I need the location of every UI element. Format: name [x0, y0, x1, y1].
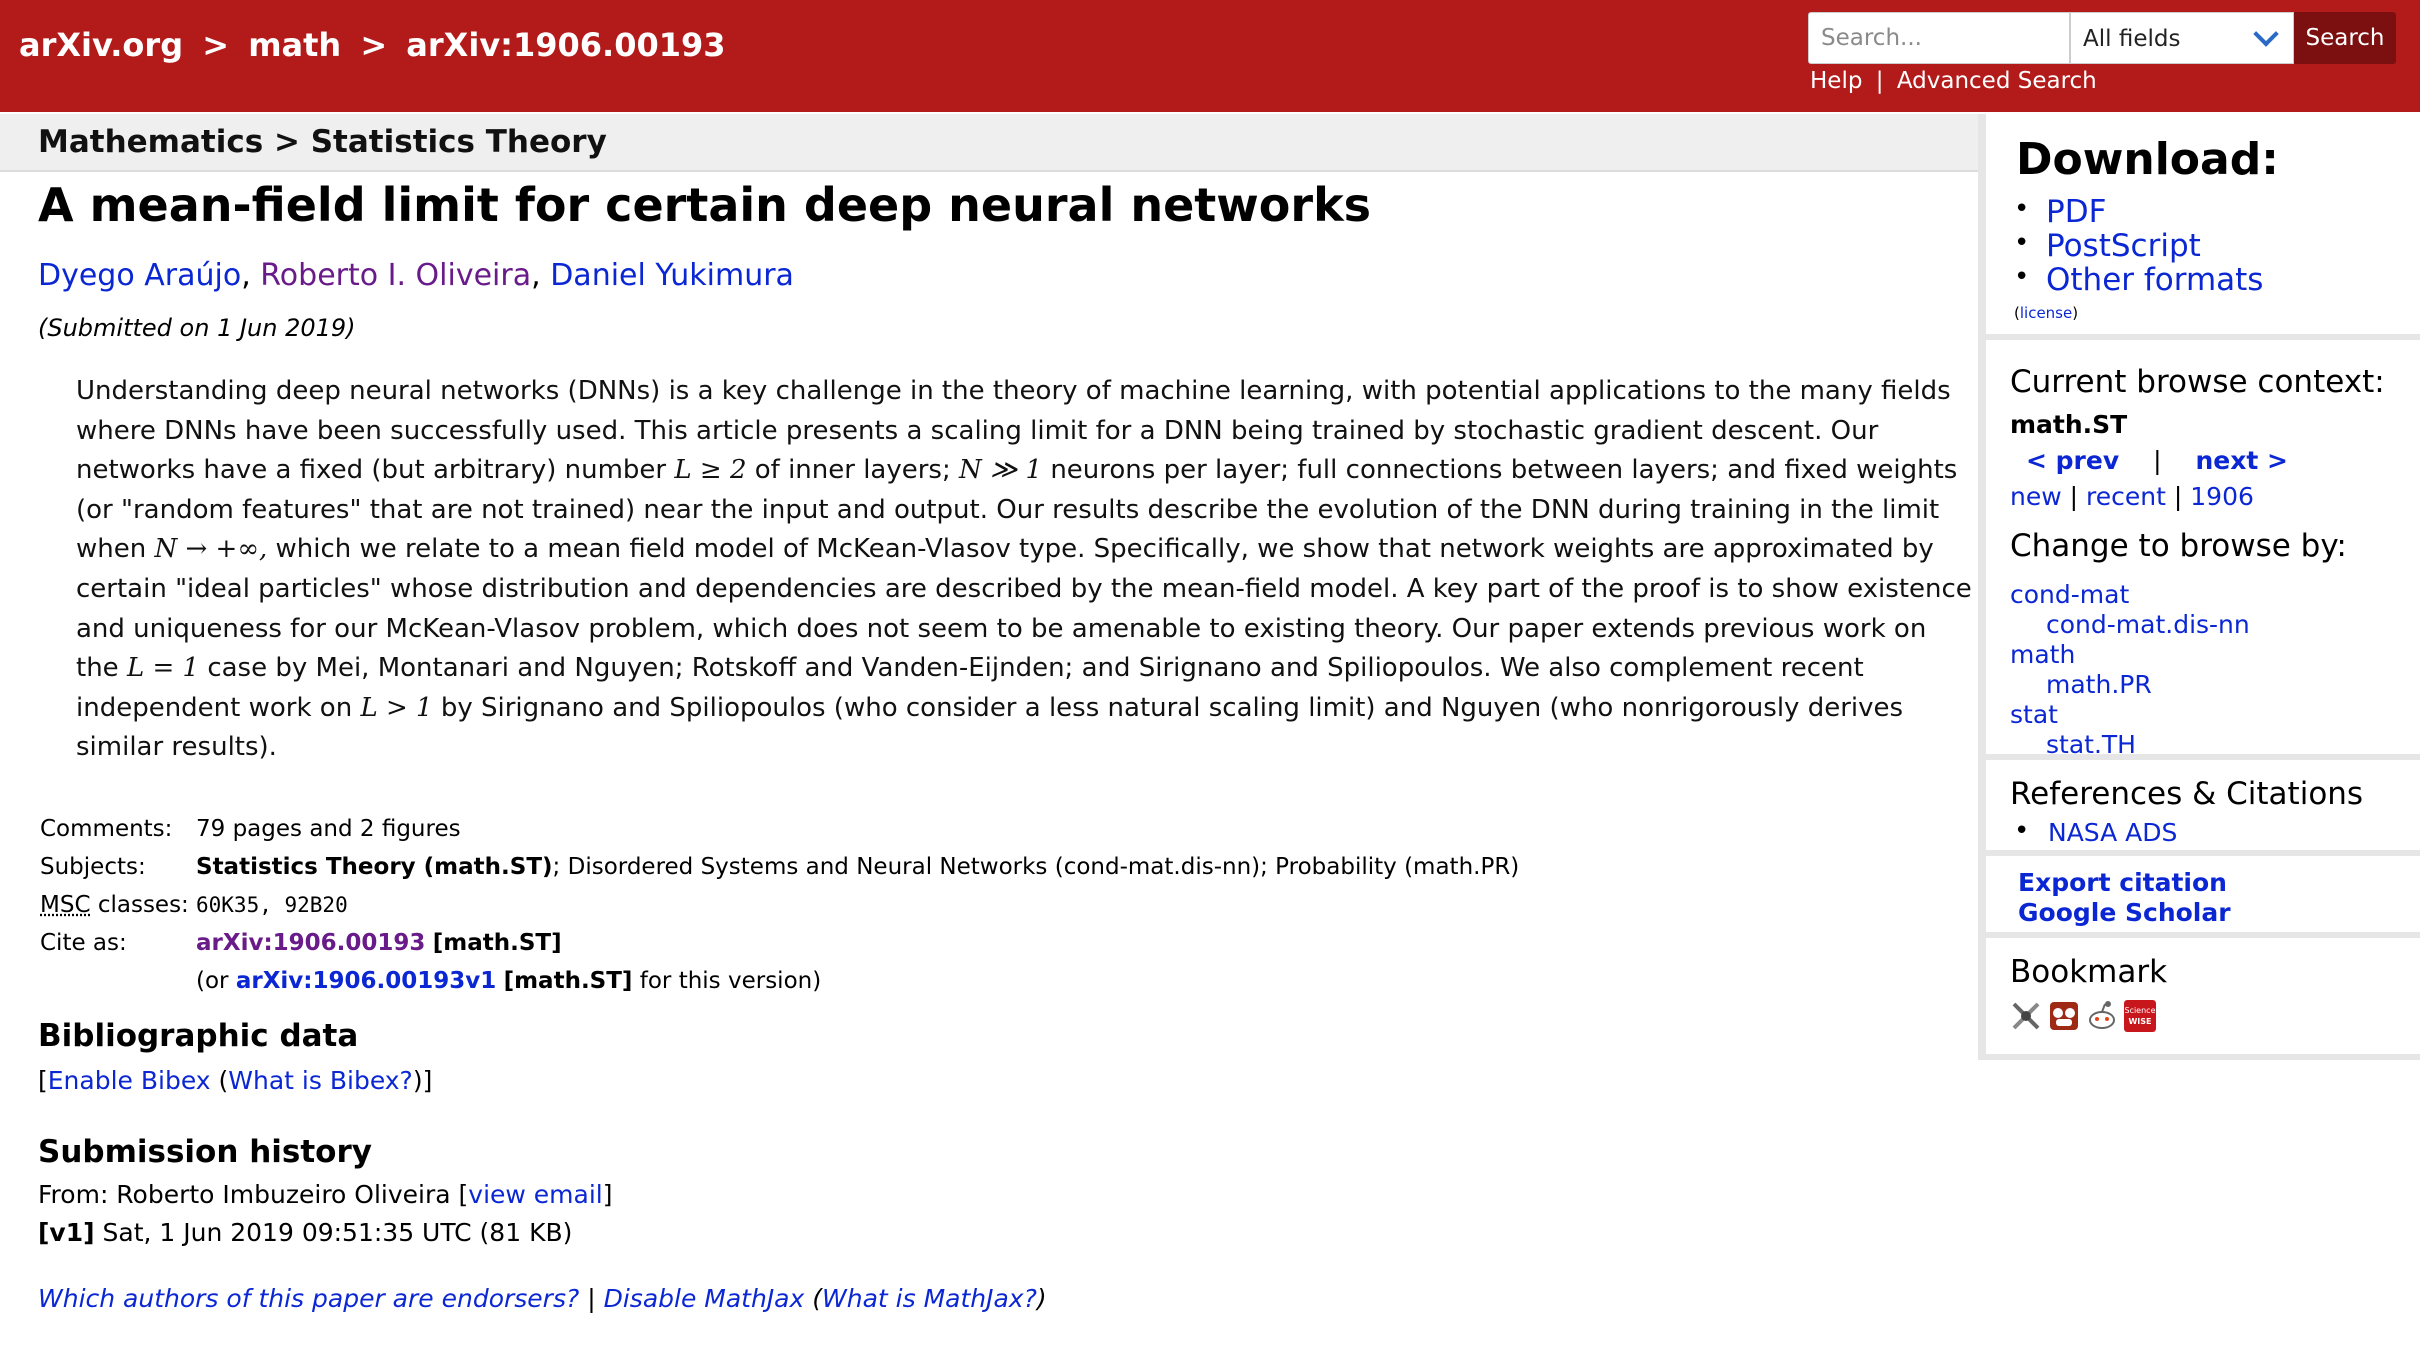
breadcrumb-separator: > — [202, 26, 230, 64]
author-link[interactable]: Dyego Araújo — [38, 258, 242, 293]
list-nav — [2010, 482, 2254, 511]
abstract-line — [76, 530, 1934, 570]
download-block — [1986, 114, 2420, 340]
header-link-separator: | — [1875, 68, 1884, 94]
msc-label — [40, 886, 196, 924]
bullet: • — [2014, 194, 2030, 224]
abstract-text: networks have a fixed (but arbitrary) number — [76, 455, 667, 486]
abstract-line: Understanding deep neural networks (DNNs) is a key challenge in the theory of machine learning, with potential applications to the many fields — [76, 376, 1951, 406]
bullet: • — [2014, 228, 2030, 258]
math-expression: L = 1 — [126, 653, 200, 684]
msc-label-text: classes: — [97, 892, 189, 918]
browse-stat-th-link[interactable]: stat.TH — [2046, 730, 2136, 759]
abstract-line: similar results). — [76, 732, 277, 763]
author-separator: , — [531, 258, 541, 293]
nav-separator: | — [2173, 482, 2183, 511]
sidebar — [1978, 114, 2420, 1060]
bracket: [ — [38, 1066, 48, 1095]
bracket: )] — [412, 1066, 433, 1095]
abstract — [76, 372, 1972, 768]
metadata-table — [40, 810, 1519, 1000]
msc-value: 60K35, 92B20 — [196, 893, 348, 917]
paren: ( — [218, 1066, 229, 1095]
prev-next-nav — [2026, 446, 2288, 475]
search-input[interactable] — [1808, 12, 2070, 64]
endorsers-link[interactable]: Which authors of this paper are endorsers? — [38, 1284, 580, 1313]
references-block — [1986, 760, 2420, 856]
export-block — [1986, 856, 2420, 938]
bullet: • — [2014, 262, 2030, 292]
paren: ) — [1036, 1284, 1047, 1313]
what-is-mathjax-link[interactable]: What is MathJax? — [822, 1284, 1037, 1313]
subject-heading: Mathematics > Statistics Theory — [38, 124, 607, 160]
license-link[interactable]: license — [2019, 304, 2073, 322]
nav-separator: | — [2153, 446, 2162, 475]
context-heading: Current browse context: — [2010, 364, 2385, 400]
bullet: • — [2014, 816, 2030, 846]
abstract-text: which we relate to a mean field model of McKean-Vlasov type. Specifically, we show that network weights are approximated by — [275, 534, 1934, 565]
math-expression: L ≥ 2 — [674, 455, 747, 486]
version-line — [38, 1218, 572, 1247]
abstract-text: neurons per layer; full connections between layers; and fixed weights — [1050, 455, 1958, 486]
browse-stat-link[interactable]: stat — [2010, 700, 2058, 729]
download-postscript-link[interactable]: PostScript — [2046, 228, 2201, 264]
breadcrumb-math[interactable]: math — [248, 26, 342, 64]
abstract-line — [76, 689, 1906, 729]
primary-subject: Statistics Theory (math.ST) — [196, 854, 553, 880]
metadata-row — [40, 962, 1519, 1000]
search-field-select[interactable] — [2070, 12, 2294, 64]
download-other-formats-link[interactable]: Other formats — [2046, 262, 2264, 298]
sciencewise-text-top: Science — [2124, 1006, 2156, 1015]
advanced-search-link[interactable]: Advanced Search — [1896, 68, 2097, 94]
subjects-label: Subjects: — [40, 854, 146, 880]
abstract-text: case by Mei, Montanari and Nguyen; Rotskoff and Vanden-Eijnden; and Sirignano and Spiliopoulos. We also complement recent — [207, 653, 1864, 684]
subject-heading-bar — [0, 114, 1978, 172]
comments-value: 79 pages and 2 figures — [196, 816, 461, 842]
cite-version-prefix: (or — [196, 968, 229, 994]
math-expression: N ≫ 1 — [959, 455, 1043, 486]
google-scholar-link[interactable]: Google Scholar — [2018, 898, 2231, 927]
secondary-subjects: ; Disordered Systems and Neural Networks (cond-mat.dis-nn); Probability (math.PR) — [552, 854, 1520, 880]
cite-category: [math.ST] — [432, 930, 562, 956]
math-expression: N → +∞, — [154, 534, 268, 565]
bracket: ] — [602, 1180, 613, 1209]
abstract-text: when — [76, 534, 147, 565]
submitter-line — [38, 1180, 613, 1209]
browse-context-block — [1986, 340, 2420, 760]
comments-label: Comments: — [40, 816, 173, 842]
enable-bibex-link[interactable]: Enable Bibex — [47, 1066, 211, 1095]
search-field-value: All fields — [2083, 26, 2181, 52]
export-citation-link[interactable]: Export citation — [2018, 868, 2227, 897]
chevron-down-icon — [2253, 21, 2278, 46]
abstract-line: certain "ideal particles" whose distribution and dependencies are described by the mean-field model. A key part of the proof is to show existence — [76, 573, 1972, 604]
submission-date: (Submitted on 1 Jun 2019) — [38, 314, 356, 342]
paren: ) — [2072, 304, 2079, 322]
bibex-line — [38, 1066, 432, 1095]
browse-math-link[interactable]: math — [2010, 640, 2076, 669]
reddit-icon[interactable] — [2086, 1000, 2118, 1032]
view-email-link[interactable]: view email — [468, 1180, 603, 1209]
empty-cell — [40, 962, 196, 1000]
footer-links — [38, 1284, 1047, 1313]
subjects-value — [196, 848, 1519, 886]
paren: ( — [2014, 304, 2020, 322]
abstract-line: (or "random features" that are not trained) near the input and output. Our results describe the evolution of the DNN during training in the limit — [76, 494, 1940, 525]
change-browse-heading: Change to browse by: — [2010, 528, 2347, 564]
header-links — [1810, 68, 2097, 94]
bibliographic-data-heading: Bibliographic data — [38, 1018, 359, 1054]
cite-version-suffix: for this version) — [639, 968, 822, 994]
cite-label: Cite as: — [40, 930, 127, 956]
cite-version-value — [196, 962, 1519, 1000]
submission-history-heading: Submission history — [38, 1134, 372, 1170]
search-button[interactable]: Search — [2294, 12, 2396, 64]
cite-arxiv-link[interactable]: arXiv:1906.00193 — [196, 930, 426, 956]
breadcrumb-paper-id[interactable]: arXiv:1906.00193 — [406, 26, 726, 64]
abstract-line — [76, 649, 1906, 689]
breadcrumb — [19, 26, 726, 64]
paper-title: A mean-field limit for certain deep neural networks — [38, 178, 1372, 232]
abstract-text: by Sirignano and Spiliopoulos (who consider a less natural scaling limit) and Nguyen (who nonrigorously derives — [440, 692, 1904, 723]
abstract-line: where DNNs have been successfully used. This article presents a scaling limit for a DNN being trained by stochastic gradient descent. Our — [76, 415, 1879, 446]
footer-separator: | — [587, 1284, 596, 1313]
author-link[interactable]: Roberto I. Oliveira — [260, 258, 532, 293]
author-separator: , — [241, 258, 251, 293]
abstract-text: the — [76, 653, 119, 684]
breadcrumb-separator: > — [360, 26, 388, 64]
cite-version-category: [math.ST] — [503, 968, 633, 994]
abstract-text: independent work on — [76, 692, 353, 723]
browse-math-pr-link[interactable]: math.PR — [2046, 670, 2152, 699]
nasa-ads-link[interactable]: NASA ADS — [2048, 818, 2178, 847]
version-date: Sat, 1 Jun 2019 09:51:35 UTC (81 KB) — [102, 1218, 573, 1247]
download-heading: Download: — [2016, 134, 2279, 185]
what-is-bibex-link[interactable]: What is Bibex? — [228, 1066, 413, 1095]
cite-value — [196, 924, 1519, 962]
metadata-row — [40, 924, 1519, 962]
bookmark-block — [1986, 938, 2420, 1060]
msc-abbreviation: MSC — [40, 892, 91, 918]
month-link[interactable]: 1906 — [2190, 482, 2254, 511]
bookmark-icons — [2010, 1000, 2190, 1034]
submitter-text: From: Roberto Imbuzeiro Oliveira [ — [38, 1180, 469, 1209]
help-link[interactable]: Help — [1810, 68, 1863, 94]
site-header — [0, 0, 2420, 112]
abstract-line — [76, 451, 1958, 491]
next-link[interactable]: next > — [2195, 446, 2288, 475]
mendeley-icon[interactable] — [2048, 1000, 2080, 1032]
prev-link[interactable]: < prev — [2026, 446, 2120, 475]
recent-link[interactable]: recent — [2086, 482, 2166, 511]
browse-cond-mat-dis-nn-link[interactable]: cond-mat.dis-nn — [2046, 610, 2250, 639]
breadcrumb-arxiv[interactable]: arXiv.org — [19, 26, 184, 64]
bibsonomy-icon[interactable] — [2010, 1000, 2042, 1032]
author-list — [38, 258, 794, 293]
context-value: math.ST — [2010, 410, 2128, 439]
license-line — [2014, 304, 2078, 322]
metadata-row — [40, 886, 1519, 924]
metadata-row — [40, 810, 1519, 848]
new-link[interactable]: new — [2010, 482, 2062, 511]
cite-version-link[interactable]: arXiv:1906.00193v1 — [235, 968, 497, 994]
math-expression: L > 1 — [360, 692, 433, 723]
download-pdf-link[interactable]: PDF — [2046, 194, 2107, 230]
nav-separator: | — [2069, 482, 2079, 511]
metadata-row — [40, 848, 1519, 886]
author-link[interactable]: Daniel Yukimura — [550, 258, 794, 293]
disable-mathjax-link[interactable]: Disable MathJax — [603, 1284, 805, 1313]
browse-cond-mat-link[interactable]: cond-mat — [2010, 580, 2130, 609]
version-label: [v1] — [38, 1218, 95, 1247]
abstract-text: of inner layers; — [754, 455, 951, 486]
abstract-line: and uniqueness for our McKean-Vlasov problem, which does not seem to be amenable to existing theory. Our paper extends previous work on — [76, 613, 1927, 644]
paren: ( — [812, 1284, 823, 1313]
sciencewise-text-bottom: WISE — [2128, 1017, 2152, 1026]
sciencewise-icon[interactable] — [2124, 1000, 2156, 1032]
bookmark-heading: Bookmark — [2010, 954, 2168, 990]
references-heading: References & Citations — [2010, 776, 2364, 812]
